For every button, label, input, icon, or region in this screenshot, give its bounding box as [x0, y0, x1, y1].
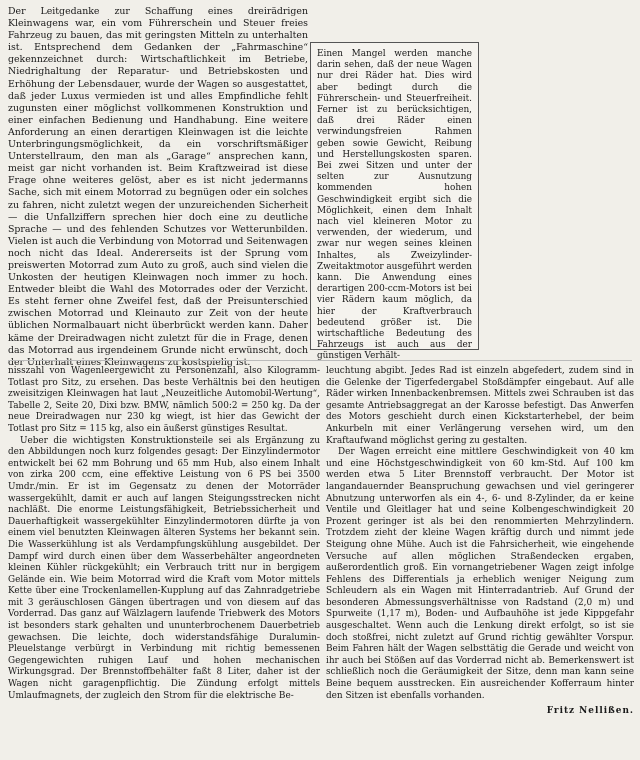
section-divider: [8, 360, 632, 361]
article-column-top-left: [8, 6, 308, 368]
paragraph: nisszahl von Wagenleergewicht zu Personenzahl, also Kilogramm-Totlast pro Sitz, zu ersehen. Das beste Verhältnis bei den heutigen zweisitzigen Kleinwagen hat laut „Neuzeitliche Automobil-Wertung“, Tabelle 2, Seite 20, Dixi bzw. BMW, nämlich 500:2 = 250 kg. Da der neue Dreiradwagen nur 230 kg wiegt, ist hier das Gewicht der Totlast pro Sitz = 115 kg, also ein äußerst günstiges Resultat.: [8, 366, 320, 434]
paragraph: Einen Mangel werden manche darin sehen, daß der neue Wagen nur drei Räder hat. Dies wird aber bedingt durch die Führerschein- und Steuerfreiheit. Ferner ist zu berücksichtigen, daß drei Räder einen verwindungsfreien Rahmen geben sowie Gewicht, Reibung und Herstellungskosten sparen. Bei zwei Sitzen und unter der selten zur Ausnutzung kommenden hohen Geschwindigkeit ergibt sich die Möglichkeit, einen dem Inhalt nach viel kleineren Motor zu verwenden, der wiederum, und zwar nur wegen seines kleinen Inhaltes, als Zweizylinder-Zweitaktmotor ausgeführt werden kann. Die Anwendung eines derartigen 200-ccm-Motors ist bei vier Rädern kaum möglich, da hier der Kraftverbrauch bedeutend größer ist. Die wirtschaftliche Bedeutung des Fahrzeugs ist auch aus der günstigen Verhält-: [317, 49, 472, 362]
paragraph: Der Wagen erreicht eine mittlere Geschwindigkeit von 40 km und eine Höchstgeschwindigkeit von 60 km-Std. Auf 100 km werden etwa 5 Liter Brennstoff verbraucht. Der Motor ist langandauernder Beanspruchung gewachsen und viel geringerer Abnutzung unterworfen als ein 4-, 6- und 8-Zylinder, da er keine Ventile und Gleitlager hat und seine Kolbengeschwindigkeit 20 Prozent geringer ist als bei den renommierten Mehrzylindern. Trotzdem zieht der kleine Wagen kräftig durch und nimmt jede Steigung ohne Mühe. Auch ist die Fahrsicherheit, wie eingehende Versuche auf allen möglichen Straßendecken ergaben, außerordentlich groß. Ein vornangetriebener Wagen zeigt infolge Fehlens des Differentials ja erheblich weniger Neigung zum Schleudern als ein Wagen mit Hinterradantrieb. Auf Grund der besonderen Abmessungsverhältnisse von Radstand (2,0 m) und Spurweite (1,17 m), Boden- und Aufbauhöhe ist jede Kippgefahr ausgeschaltet. Wenn auch die Lenkung direkt erfolgt, so ist sie doch stoßfrei, nicht zuletzt auf Grund richtig gewählter Vorspur. Beim Fahren hält der Wagen selbsttätig die Gerade und weicht von ihr auch bei Stößen auf das Vorderrad nicht ab. Bemerkenswert ist schließlich noch die Geräumigkeit der Sitze, denn man kann seine Beine bequem ausstrecken. Ein ausreichender Kofferraum hinter den Sitzen ist ebenfalls vorhanden.: [326, 447, 634, 701]
article-inset-box: [310, 42, 479, 362]
article-column-bottom-left: [8, 366, 320, 756]
author-signature: Fritz Nellißen.: [546, 706, 634, 717]
paragraph: Ueber die wichtigsten Konstruktionsteile sei als Ergänzung zu den Abbildungen noch kurz folgendes gesagt: Der Einzylindermotor entwickelt bei 62 mm Bohrung und 65 mm Hub, also einem Inhalt von zirka 200 ccm, eine effektive Leistung von 6 PS bei 3500 Umdr./min. Er ist im Gegensatz zu denen der Motorräder wassergekühlt, damit er auch auf langen Steigungsstrecken nicht nachläßt. Die enorme Leistungsfähigkeit, Betriebssicherheit und Dauerhaftigkeit wassergekühlter Einzylindermotoren dürfte ja von einem viel benutzten Kleinwagen älteren Systems her bekannt sein. Die Wasserkühlung ist als Verdampfungskühlung ausgebildet. Der Dampf wird durch einen über dem Wasserbehälter angeordneten kleinen Kühler rückgekühlt; ein Verbrauch tritt nur in bergigem Gelände ein. Wie beim Motorrad wird die Kraft vom Motor mittels Kette über eine Trockenlamellen-Kupplung auf das Zahnradgetriebe mit 3 geräuschlosen Gängen übertragen und von diesem auf das Vorderrad. Das ganz auf Wälzlagern laufende Triebwerk des Motors ist besonders stark gehalten und ununterbrochenem Dauerbetrieb gewachsen. Die leichte, doch widerstandsfähige Duralumin-Pleuelstange verbürgt in Verbindung mit richtig bemessenen Gegengewichten ruhigen Lauf und hohen mechanischen Wirkungsgrad. Der Brennstoffbehälter faßt 8 Liter, daher ist der Wagen nicht garagenpflichtig. Die Zündung erfolgt mittels Umlaufmagnets, der zugleich den Strom für die elektrische Be-: [8, 435, 320, 701]
article-column-bottom-right: [326, 366, 634, 756]
paragraph: Der Leitgedanke zur Schaffung eines dreirädrigen Kleinwagens war, ein vom Führerschein und Steuer freies Fahrzeug zu bauen, das mit geringsten Mitteln zu unterhalten ist. Entsprechend dem Gedanken der „Fahrmaschine“ gekennzeichnet durch: Wirtschaftlichkeit im Betriebe, Niedrighaltung der Reparatur- und Betriebskosten und Erhöhung der Lebensdauer, wurde der Wagen so ausgestattet, daß jeder Luxus vermieden ist und alles Empfindliche fehlt zugunsten einer möglichst vollkommenen Konstruktion und einer einfachen Bedienung und Handhabung. Eine weitere Anforderung an einen derartigen Kleinwagen ist die leichte Unterbringungsmöglichkeit, da ein vorschriftsmäßiger Unterstellraum, den man als „Garage“ ansprechen kann, meist gar nicht vorhanden ist. Beim Kraftzweirad ist diese Frage ohne weiteres gelöst, aber es ist nicht jedermanns Sache, sich mit einem Motorrad zu begnügen oder ein solches zu fahren, nicht zuletzt wegen der unzureichenden Sicherheit — die Unfallziffern sprechen hier doch eine zu deutliche Sprache — und des fehlenden Schutzes vor Wetterunbilden. Vielen ist auch die Verbindung von Motorrad und Seitenwagen noch nicht das Ideal. Andererseits ist der Sprung vom preiswerten Motorrad zum Auto zu groß, auch sind vielen die Unkosten der heutigen Kleinwagen noch immer zu hoch. Entweder bleibt die Wahl des Motorrades oder der Verzicht. Es steht ferner ohne Zweifel fest, daß der Preisunterschied zwischen Motorrad und Kleinauto zur Zeit von der heute üblichen Normalbauart nicht überbrückt werden kann. Daher käme der Dreiradwagen nicht zuletzt für die in Frage, denen das Motorrad aus irgendeinem Grunde nicht erwünscht, doch der Unterhalt eines Kleinwagens zu kostspielig ist.: [8, 6, 308, 368]
paragraph: leuchtung abgibt. Jedes Rad ist einzeln abgefedert, zudem sind in die Gelenke der Tigerfedergabel Stoßdämpfer eingebaut. Auf alle Räder wirken Innenbackenbremsen. Mittels zwei Schrauben ist das gesamte Antriebsaggregat an der Karosse befestigt. Das Anwerfen des Motors geschieht durch einen Kickstarterhebel, der beim Ankurbeln mit einer Verlängerung versehen wird, um den Kraftaufwand möglichst gering zu gestalten.: [326, 366, 634, 446]
